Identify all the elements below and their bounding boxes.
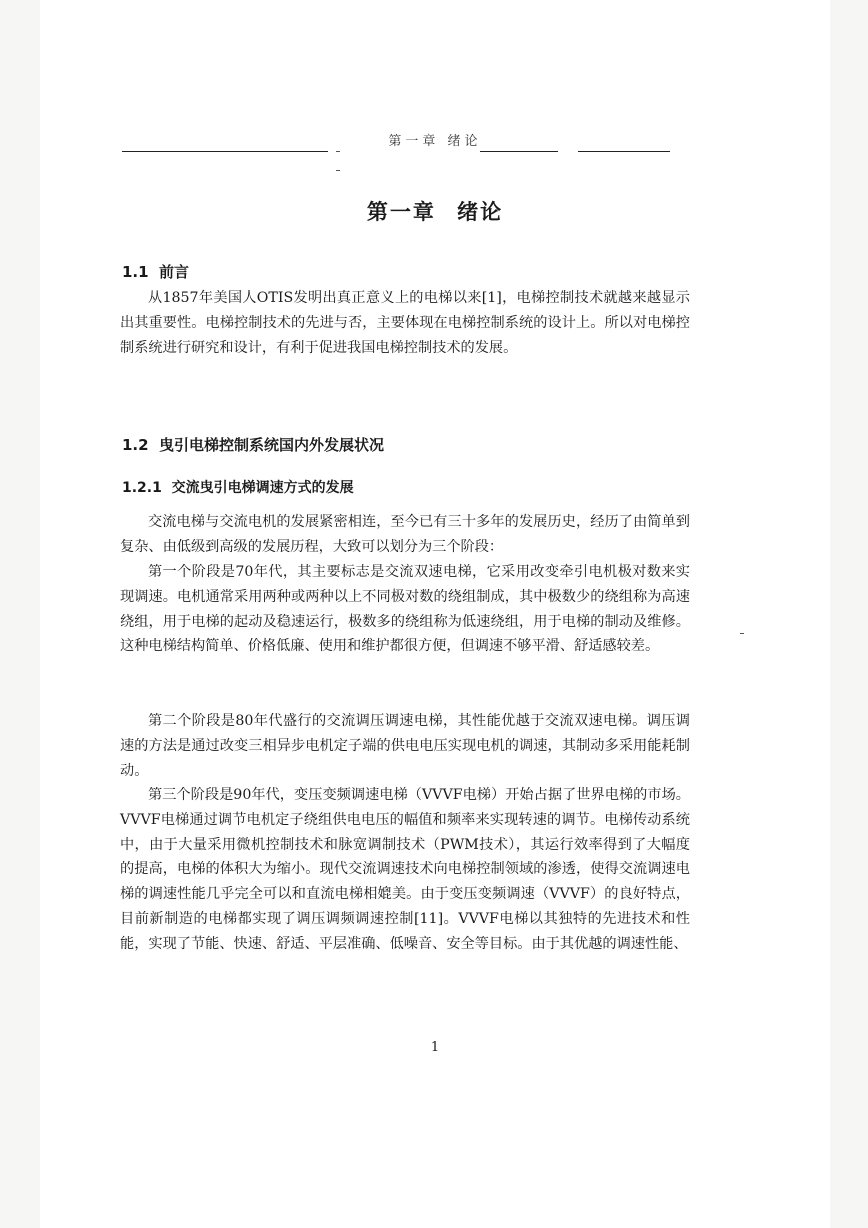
section-number: 1.2.1 (122, 480, 162, 496)
header-rule-mid (480, 151, 558, 152)
chapter-title: 第一章 绪论 (366, 200, 504, 224)
section-title: 前言 (159, 263, 190, 281)
section-number: 1.1 (122, 263, 149, 281)
running-header: 第一章 绪论 (388, 134, 482, 149)
section-title: 曳引电梯控制系统国内外发展状况 (159, 436, 385, 454)
section-heading-1-1 (122, 261, 189, 282)
scan-artifact (740, 633, 744, 634)
document-page (40, 0, 830, 1228)
paragraph: 第一个阶段是70年代，其主要标志是交流双速电梯，它采用改变牵引电机极对数来实现调速。电机通常采用两种或两种以上不同极对数的绕组制成，其中极数少的绕组称为高速绕组，用于电梯的起动及稳速运行，极数多的绕组称为低速绕组，用于电梯的制动及维修。这种电梯结构简单、价格低廉、使用和维护都很方便，但调速不够平滑、舒适感较差。 (120, 564, 690, 655)
paragraph: 第二个阶段是80年代盛行的交流调压调速电梯，其性能优越于交流双速电梯。调压调速的方法是通过改变三相异步电机定子端的供电电压实现电机的调速，其制动多采用能耗制动。 (120, 713, 690, 779)
scan-artifact (336, 170, 340, 171)
section-number: 1.2 (122, 436, 149, 454)
header-rule-left (122, 151, 328, 152)
scan-artifact (336, 151, 340, 152)
paragraph: 交流电梯与交流电机的发展紧密相连，至今已有三十多年的发展历史，经历了由简单到复杂、由低级到高级的发展历程，大致可以划分为三个阶段： (120, 514, 690, 555)
subsection-heading-1-2-1 (122, 477, 354, 497)
section-heading-1-2 (122, 434, 384, 455)
page-number: 1 (430, 1040, 440, 1055)
header-rule-right (578, 151, 670, 152)
paragraph: 从1857年美国人OTIS发明出真正意义上的电梯以来[1]，电梯控制技术就越来越显示出其重要性。电梯控制技术的先进与否，主要体现在电梯控制系统的设计上。所以对电梯控制系统进行研究和设计，有利于促进我国电梯控制技术的发展。 (120, 290, 690, 356)
section-title: 交流曳引电梯调速方式的发展 (171, 480, 354, 496)
paragraph: 第三个阶段是90年代，变压变频调速电梯（VVVF电梯）开始占据了世界电梯的市场。VVVF电梯通过调节电机定子绕组供电电压的幅值和频率来实现转速的调节。电梯传动系统中，由于大量采用微机控制技术和脉宽调制技术（PWM技术），其运行效率得到了大幅度的提高，电梯的体积大为缩小。现代交流调速技术向电梯控制领域的渗透，使得交流调速电梯的调速性能几乎完全可以和直流电梯相媲美。由于变压变频调速（VVVF）的良好特点，目前新制造的电梯都实现了调压调频调速控制[11]。VVVF电梯以其独特的先进技术和性能，实现了节能、快速、舒适、平层准确、低噪音、安全等目标。由于其优越的调速性能、 (120, 787, 690, 952)
